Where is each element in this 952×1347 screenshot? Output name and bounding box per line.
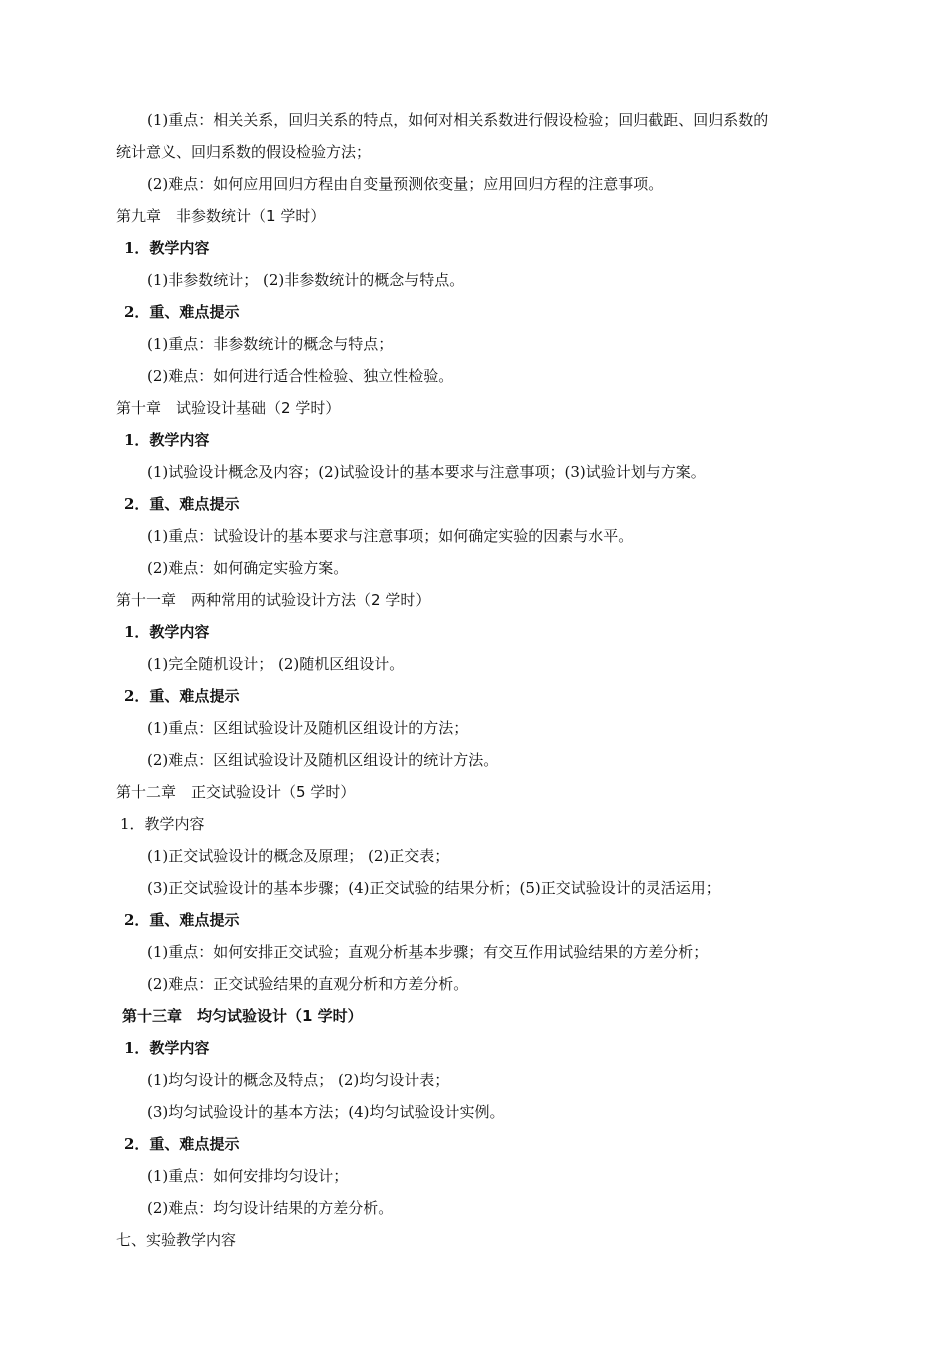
list-item: (2)难点：如何确定实验方案。 bbox=[147, 559, 349, 577]
list-item: (1)重点：非参数统计的概念与特点； bbox=[147, 335, 394, 353]
list-item: (2)难点：正交试验结果的直观分析和方差分析。 bbox=[147, 975, 469, 993]
subheading-key-points: 2．重、难点提示 bbox=[124, 687, 240, 705]
list-item: (1)重点：如何安排正交试验；直观分析基本步骤；有交互作用试验结果的方差分析； bbox=[147, 943, 709, 961]
subheading-teaching-content: 1．教学内容 bbox=[124, 1039, 210, 1057]
subheading-teaching-content: 1．教学内容 bbox=[124, 239, 210, 257]
list-item: (1)重点：如何安排均匀设计； bbox=[147, 1167, 349, 1185]
subheading-teaching-content: 1．教学内容 bbox=[120, 815, 205, 833]
subheading-teaching-content: 1．教学内容 bbox=[124, 623, 210, 641]
subheading-key-points: 2．重、难点提示 bbox=[124, 1135, 240, 1153]
list-item: (3)正交试验设计的基本步骤；(4)正交试验的结果分析；(5)正交试验设计的灵活运用； bbox=[147, 879, 721, 897]
list-item: (1)完全随机设计； (2)随机区组设计。 bbox=[147, 655, 405, 673]
list-item: (2)难点：均匀设计结果的方差分析。 bbox=[147, 1199, 394, 1217]
section-heading-experiment: 七、实验教学内容 bbox=[116, 1231, 237, 1249]
list-item: (1)重点：试验设计的基本要求与注意事项；如何确定实验的因素与水平。 bbox=[147, 527, 634, 545]
list-item: (2)难点：如何进行适合性检验、独立性检验。 bbox=[147, 367, 454, 385]
chapter-heading-10: 第十章 试验设计基础（2 学时） bbox=[116, 399, 341, 417]
subheading-teaching-content: 1．教学内容 bbox=[124, 431, 210, 449]
paragraph-continuation: 统计意义、回归系数的假设检验方法； bbox=[116, 143, 372, 161]
chapter-heading-11: 第十一章 两种常用的试验设计方法（2 学时） bbox=[116, 591, 431, 609]
list-item: (1)非参数统计； (2)非参数统计的概念与特点。 bbox=[147, 271, 465, 289]
list-item: (1)试验设计概念及内容；(2)试验设计的基本要求与注意事项；(3)试验计划与方案。 bbox=[147, 463, 706, 481]
list-item: (1)正交试验设计的概念及原理； (2)正交表； bbox=[147, 847, 450, 865]
subheading-key-points: 2．重、难点提示 bbox=[124, 303, 240, 321]
paragraph-key-points-ch8: (1)重点：相关关系，回归关系的特点，如何对相关系数进行假设检验；回归截距、回归系数的 bbox=[147, 111, 769, 129]
list-item: (3)均匀试验设计的基本方法；(4)均匀试验设计实例。 bbox=[147, 1103, 505, 1121]
paragraph-difficulty-ch8: (2)难点：如何应用回归方程由自变量预测依变量；应用回归方程的注意事项。 bbox=[147, 175, 664, 193]
chapter-heading-12: 第十二章 正交试验设计（5 学时） bbox=[116, 783, 356, 801]
chapter-heading-13: 第十三章 均匀试验设计（1 学时） bbox=[122, 1007, 363, 1025]
list-item: (2)难点：区组试验设计及随机区组设计的统计方法。 bbox=[147, 751, 499, 769]
chapter-heading-9: 第九章 非参数统计（1 学时） bbox=[116, 207, 326, 225]
list-item: (1)重点：区组试验设计及随机区组设计的方法； bbox=[147, 719, 469, 737]
subheading-key-points: 2．重、难点提示 bbox=[124, 911, 240, 929]
list-item: (1)均匀设计的概念及特点； (2)均匀设计表； bbox=[147, 1071, 450, 1089]
subheading-key-points: 2．重、难点提示 bbox=[124, 495, 240, 513]
